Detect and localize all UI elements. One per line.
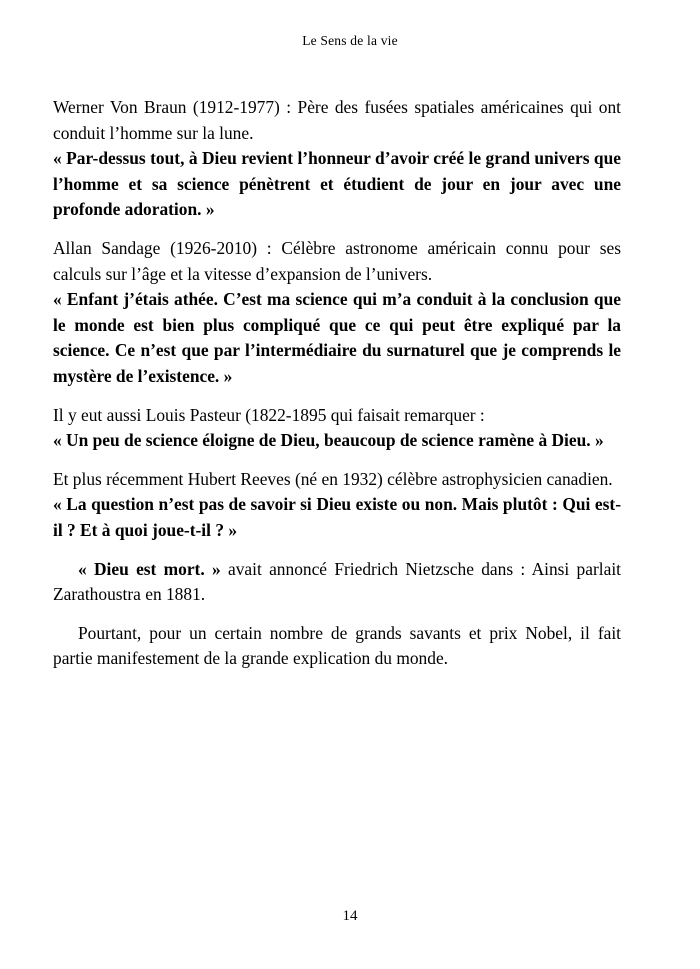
- paragraph-conclusion: Pourtant, pour un certain nombre de grands savants et prix Nobel, il fait partie manifestement de la grande explication du monde.: [53, 622, 621, 669]
- paragraph-nietzsche-rest: avait annoncé Friedrich Nietzsche dans : Ainsi parlait Zarathoustra en 1881.: [53, 558, 621, 605]
- paragraph-pasteur-intro: Il y eut aussi Louis Pasteur (1822-1895 qui faisait remarquer :: [53, 404, 485, 425]
- page-number: 14: [342, 908, 358, 924]
- paragraph-von-braun-intro: Werner Von Braun (1912-1977) : Père des fusées spatiales américaines qui ont conduit l’homme sur la lune.: [53, 97, 621, 143]
- quote-nietzsche-bold: « Dieu est mort. »: [78, 558, 221, 579]
- paragraph-sandage-intro: Allan Sandage (1926-2010) : Célèbre astronome américain connu pour ses calculs sur l’âge et la vitesse d’expansion de l’univers.: [53, 237, 621, 284]
- quote-sandage: « Enfant j’étais athée. C’est ma science qui m’a conduit à la conclusion que le monde est bien plus compliqué que ce qui peut être expliqué par la science. Ce n’est que par l’intermédiaire du surnaturel que je comprends le mystère de l’existence. »: [53, 289, 621, 386]
- quote-reeves: « La question n’est pas de savoir si Dieu existe ou non. Mais plutôt : Qui est-il ? Et à quoi joue-t-il ? »: [53, 494, 621, 540]
- paragraph-nietzsche: [53, 557, 621, 608]
- body-text-column: [53, 95, 621, 672]
- paragraph-reeves-intro: Et plus récemment Hubert Reeves (né en 1932) célèbre astrophysicien canadien.: [53, 468, 613, 489]
- quote-pasteur: « Un peu de science éloigne de Dieu, beaucoup de science ramène à Dieu. »: [53, 430, 604, 451]
- quote-von-braun: « Par-dessus tout, à Dieu revient l’honneur d’avoir créé le grand univers que l’homme et sa science pénètrent et étudient de jour en jour avec une profonde adoration. »: [53, 148, 621, 220]
- running-head: Le Sens de la vie: [302, 33, 398, 48]
